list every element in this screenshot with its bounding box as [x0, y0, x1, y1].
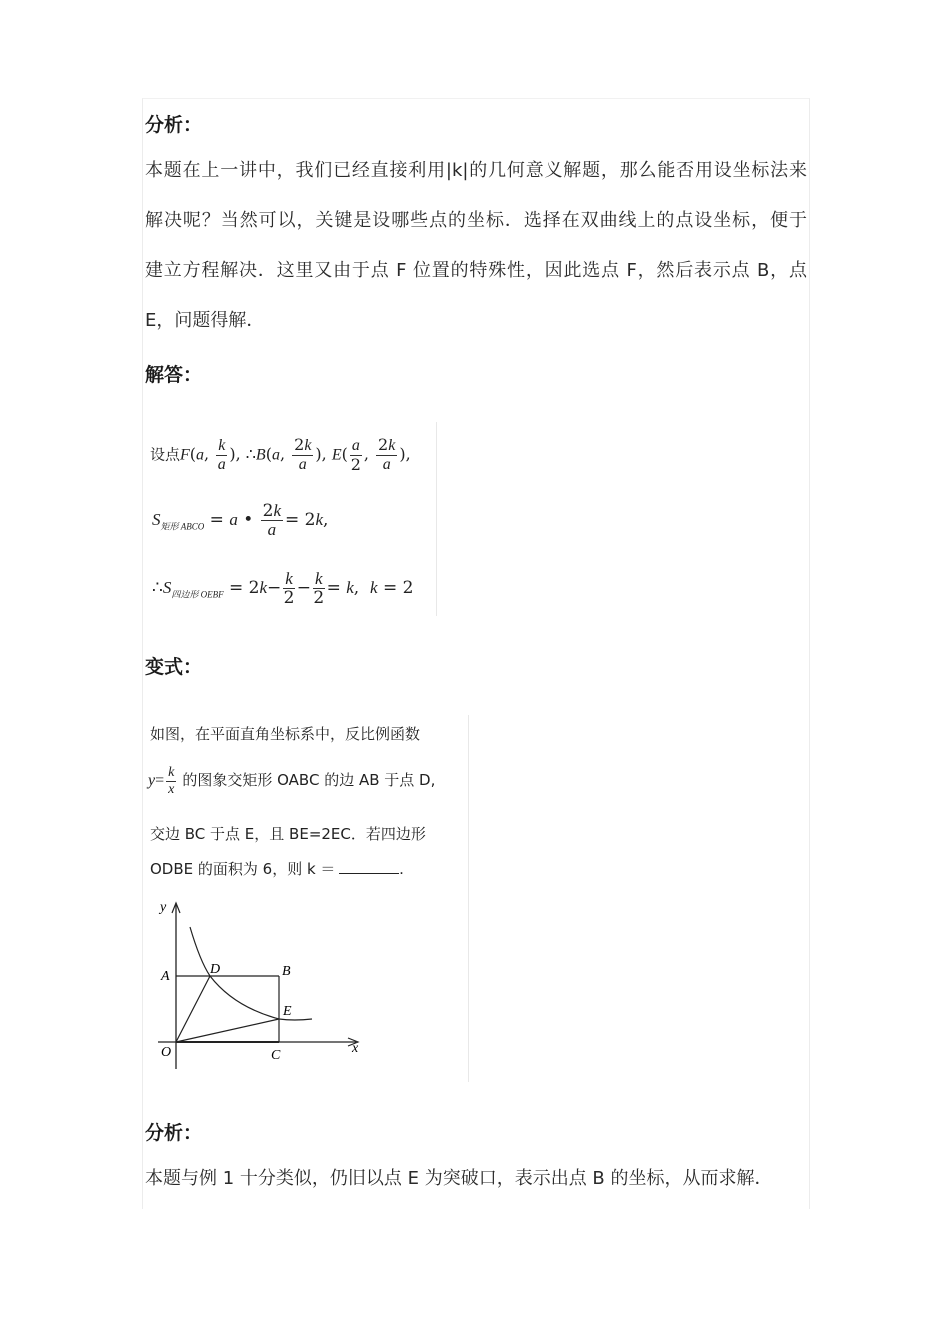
label-o: O — [161, 1045, 172, 1060]
label-e: E — [283, 1004, 292, 1019]
segment-od — [176, 976, 210, 1042]
analysis-line: 建立方程解决．这里又由于点 F 位置的特殊性，因此选点 F，然后表示点 B，点 — [145, 260, 807, 281]
solution-line-1: 设点F(a, $\frac{k}{a}$ ), ∴B(a, $\frac{2k}{a}$ ), E( $\frac{a}{2}$ , $\frac{2k}{a}$ ), — [150, 435, 411, 474]
analysis-heading: 分析： — [145, 114, 203, 136]
problem-line-3: 交边 BC 于点 E，且 BE=2EC．若四边形 — [150, 825, 426, 843]
label-x: x — [352, 1041, 359, 1056]
answer-heading: 解答： — [145, 364, 203, 386]
solution-line-3: $\therefore S_{四边形 OEBF} = 2k-$ $\frac{k}{2}$ − $\frac{k}{2}$ = k, k = 2 — [152, 569, 414, 608]
solution-image — [144, 422, 437, 616]
solution-line-2: $S_{矩形 ABCO} = a$ • $\frac{2k}{a}$ = 2k, — [152, 501, 329, 539]
analysis2-heading: 分析： — [145, 1122, 203, 1144]
variant-heading: 变式： — [145, 656, 203, 678]
label-y: y — [160, 900, 167, 915]
problem-line-2: y= $\frac{k}{x}$ 的图象交矩形 OABC 的边 AB 于点 D, — [148, 765, 436, 797]
label-c: C — [271, 1048, 281, 1063]
analysis-line: 本题在上一讲中，我们已经直接利用|k|的几何意义解题，那么能否用设坐标法来 — [145, 160, 807, 181]
answer-blank — [339, 861, 399, 874]
analysis-paragraph — [145, 146, 807, 346]
label-b: B — [282, 964, 291, 979]
variant-problem-image — [144, 715, 469, 1082]
label-d: D — [210, 962, 221, 977]
analysis-line: E，问题得解． — [145, 310, 265, 331]
analysis-line: 解决呢？当然可以，关键是设哪些点的坐标．选择在双曲线上的点设坐标，便于 — [145, 210, 807, 231]
hyperbola-curve — [190, 927, 312, 1020]
problem-line-4: ODBE 的面积为 6，则 k ＝ . — [150, 860, 404, 878]
problem-line-1: 如图，在平面直角坐标系中，反比例函数 — [150, 725, 421, 743]
segment-oe — [176, 1019, 279, 1042]
analysis2-line: 本题与例 1 十分类似，仍旧以点 E 为突破口，表示出点 B 的坐标，从而求解． — [145, 1168, 773, 1189]
label-a: A — [161, 969, 170, 984]
analysis2-paragraph — [145, 1154, 807, 1204]
coordinate-figure — [144, 899, 468, 1079]
